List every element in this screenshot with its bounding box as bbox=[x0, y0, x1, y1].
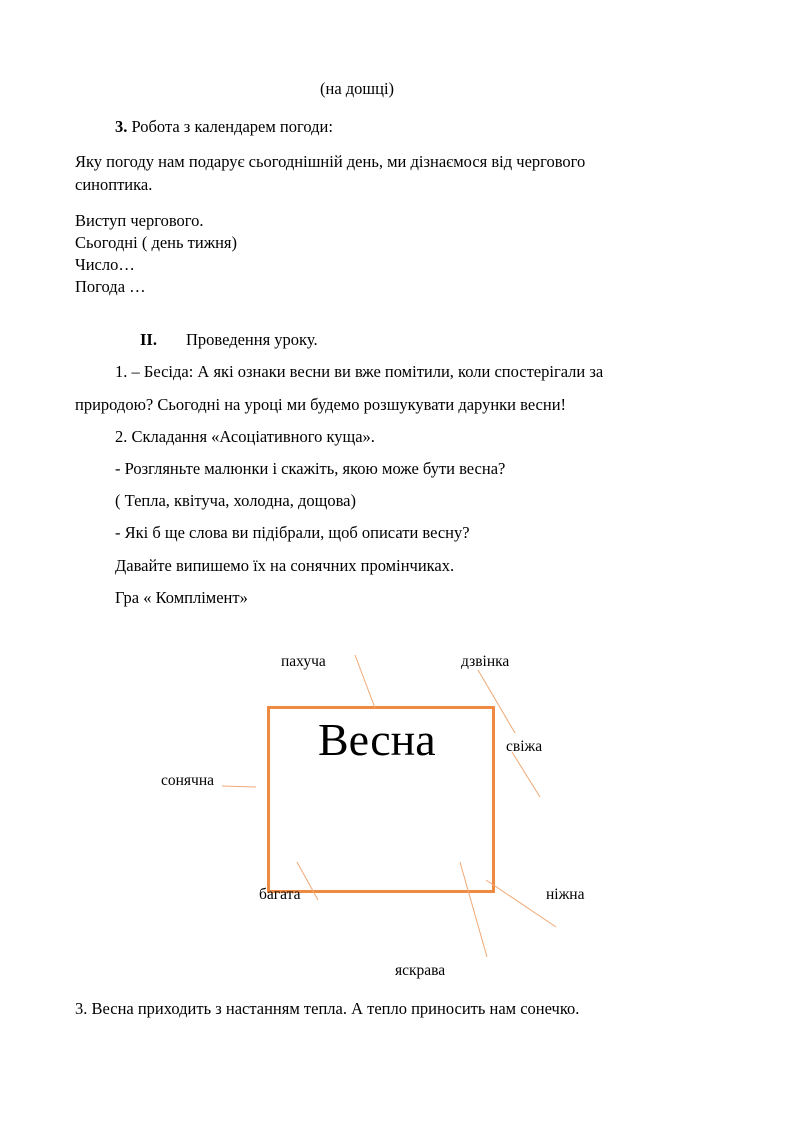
word-nizhna: ніжна bbox=[546, 886, 585, 903]
duty-line-4: Погода … bbox=[75, 277, 146, 296]
ray-sonyachna bbox=[222, 786, 256, 787]
bottom-line: 3. Весна приходить з настанням тепла. А тепло приносить нам сонечко. bbox=[75, 999, 580, 1018]
word-sonyachna: сонячна bbox=[161, 772, 215, 789]
top-note: (на дошці) bbox=[320, 79, 395, 98]
intro-line-2: синоптика. bbox=[75, 175, 153, 194]
item-2: 2. Складання «Асоціативного куща». bbox=[115, 427, 375, 446]
section-3-number: 3. bbox=[115, 117, 128, 136]
question-1: - Розгляньте малюнки і скажіть, якою може бути весна? bbox=[115, 459, 506, 478]
word-dzvinka: дзвінка bbox=[461, 653, 510, 670]
diagram-center-word: Весна bbox=[318, 714, 436, 765]
word-bahata: багата bbox=[259, 886, 301, 903]
word-svizha: свіжа bbox=[506, 738, 543, 755]
answers: ( Тепла, квітуча, холодна, дощова) bbox=[115, 491, 356, 510]
game-title: Гра « Комплімент» bbox=[115, 588, 248, 607]
write-instruction: Давайте випишемо їх на сонячних промінчиках. bbox=[115, 556, 455, 575]
section-3-title: Робота з календарем погоди: bbox=[127, 117, 333, 136]
ray-dzvinka bbox=[478, 670, 515, 733]
part-2-title: Проведення уроку. bbox=[186, 330, 318, 349]
item-1-line-1: 1. – Бесіда: А які ознаки весни ви вже помітили, коли спостерігали за bbox=[115, 362, 604, 381]
duty-line-2: Сьогодні ( день тижня) bbox=[75, 233, 238, 252]
part-2-numeral: ІІ. bbox=[140, 330, 157, 349]
word-pakhucha: пахуча bbox=[281, 653, 326, 670]
question-2: - Які б ще слова ви підібрали, щоб описати весну? bbox=[115, 523, 470, 542]
word-yaskrava: яскрава bbox=[395, 962, 446, 979]
duty-line-1: Виступ чергового. bbox=[75, 211, 204, 230]
ray-yaskrava bbox=[460, 862, 487, 957]
duty-line-3: Число… bbox=[75, 255, 135, 274]
ray-svizha bbox=[512, 752, 540, 797]
ray-pakhucha bbox=[355, 655, 375, 708]
item-1-line-2: природою? Сьогодні на уроці ми будемо розшукувати дарунки весни! bbox=[75, 395, 567, 414]
intro-line-1: Яку погоду нам подарує сьогоднішній день, ми дізнаємося від чергового bbox=[75, 152, 586, 171]
